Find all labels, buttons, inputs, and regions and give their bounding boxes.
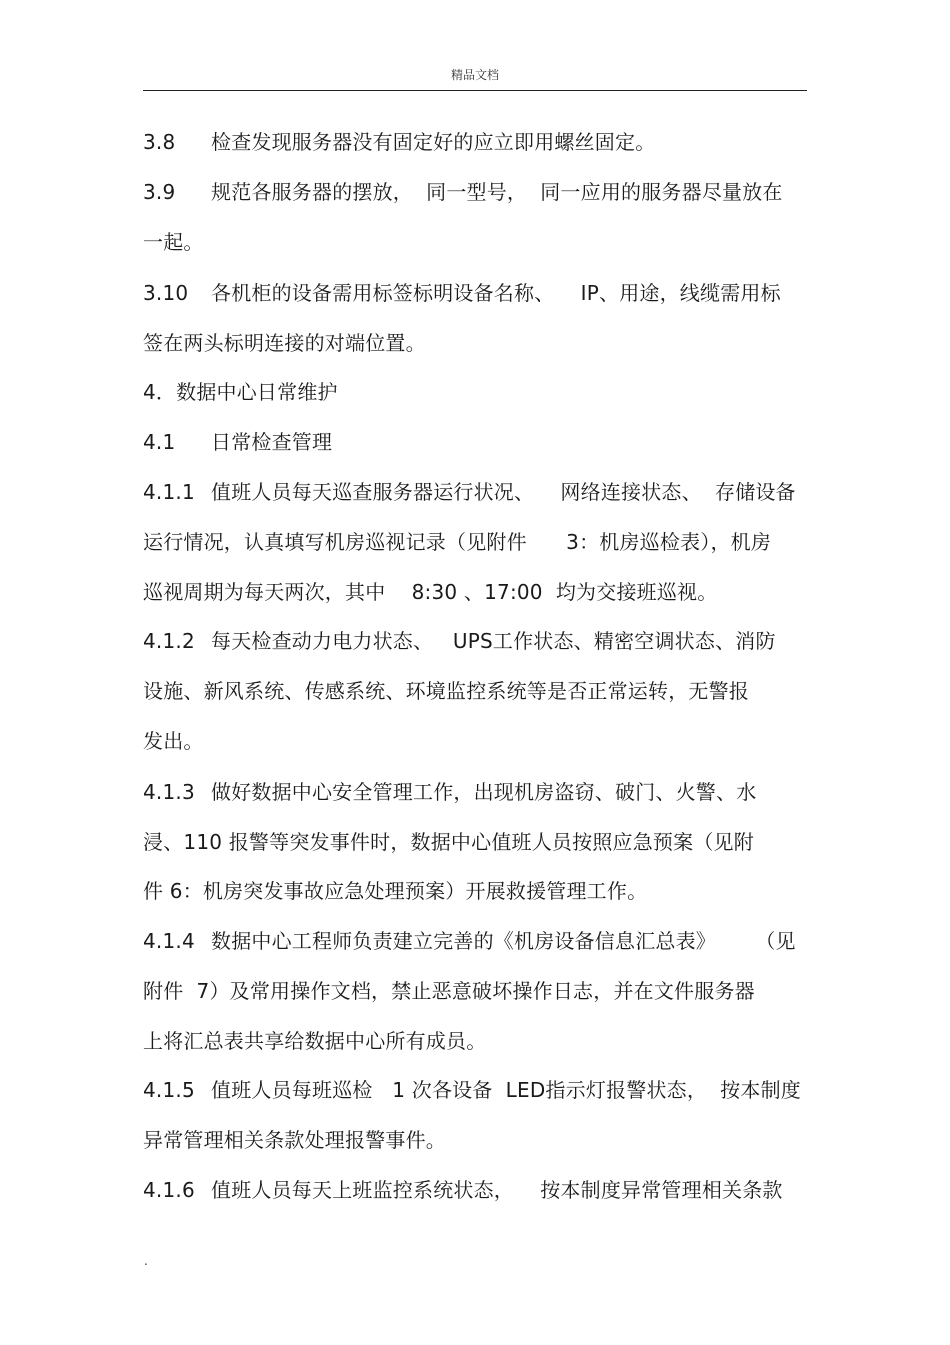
text-line — [143, 877, 647, 905]
line-text: 值班人员每天上班监控系统状态， 按本制度异常管理相关条款 — [211, 1178, 783, 1202]
text-line — [143, 478, 796, 506]
text-line — [143, 927, 796, 955]
text-line — [143, 977, 755, 1005]
text-line — [143, 128, 655, 156]
text-line — [143, 329, 426, 357]
line-text: 各机柜的设备需用标签标明设备名称、 IP、用途，线缆需用标 — [211, 281, 781, 305]
text-line — [143, 578, 717, 606]
header-divider — [143, 90, 807, 91]
text-line — [143, 677, 749, 705]
section-number: 4.1 — [143, 430, 176, 454]
line-text: 上将汇总表共享给数据中心所有成员。 — [143, 1029, 487, 1053]
line-text: 件 6：机房突发事故应急处理预案）开展救援管理工作。 — [143, 879, 648, 903]
line-text: 数据中心工程师负责建立完善的《机房设备信息汇总表》 （见 — [211, 929, 796, 953]
page-header: 精品文档 — [450, 68, 499, 82]
section-number: 4.1.5 — [143, 1078, 195, 1102]
text-line — [143, 428, 332, 456]
text-line — [143, 528, 771, 556]
section-number: 4.1.4 — [143, 929, 195, 953]
text-line — [143, 778, 756, 806]
text-line — [143, 1027, 486, 1055]
line-text: 规范各服务器的摆放， 同一型号， 同一应用的服务器尽量放在 — [211, 180, 783, 204]
section-number: 3.10 — [143, 281, 189, 305]
text-line — [143, 1176, 783, 1204]
text-line — [143, 1076, 801, 1104]
footer-mark: . — [144, 1254, 148, 1268]
section-number: 3.8 — [143, 130, 176, 154]
section-number: 4.1.2 — [143, 629, 195, 653]
line-text: 设施、新风系统、传感系统、环境监控系统等是否正常运转，无警报 — [143, 679, 749, 703]
line-text: 发出。 — [143, 729, 204, 753]
line-text: 浸、110 报警等突发事件时，数据中心值班人员按照应急预案（见附 — [143, 830, 754, 854]
text-line — [143, 178, 783, 206]
line-text: 异常管理相关条款处理报警事件。 — [143, 1128, 446, 1152]
section-number: 4.1.6 — [143, 1178, 195, 1202]
line-text: 签在两头标明连接的对端位置。 — [143, 331, 426, 355]
text-line — [143, 727, 204, 755]
line-text: 做好数据中心安全管理工作，出现机房盗窃、破门、火警、水 — [211, 780, 757, 804]
section-number: 4.1.3 — [143, 780, 195, 804]
line-text: 检查发现服务器没有固定好的应立即用螺丝固定。 — [211, 130, 656, 154]
section-number: 4.1.1 — [143, 480, 195, 504]
section-number: 3.9 — [143, 180, 176, 204]
line-text: 每天检查动力电力状态、 UPS工作状态、精密空调状态、消防 — [211, 629, 776, 653]
line-text: 日常检查管理 — [211, 430, 333, 454]
text-line — [143, 627, 776, 655]
line-text: 值班人员每班巡检 1 次各设备 LED指示灯报警状态， 按本制度 — [211, 1078, 801, 1102]
line-text: 巡视周期为每天两次，其中 8:30 、17:00 均为交接班巡视。 — [143, 580, 718, 604]
line-text: 运行情况，认真填写机房巡视记录（见附件 3：机房巡检表），机房 — [143, 530, 772, 554]
line-text: 附件 7）及常用操作文档，禁止恶意破坏操作日志，并在文件服务器 — [143, 979, 755, 1003]
text-line — [143, 828, 754, 856]
text-line — [143, 228, 204, 256]
text-line — [143, 378, 338, 406]
text-line — [143, 1126, 446, 1154]
line-text: 一起。 — [143, 230, 204, 254]
line-text: 值班人员每天巡查服务器运行状况、 网络连接状态、 存储设备 — [211, 480, 796, 504]
line-text: 4．数据中心日常维护 — [143, 380, 338, 404]
text-line — [143, 279, 781, 307]
